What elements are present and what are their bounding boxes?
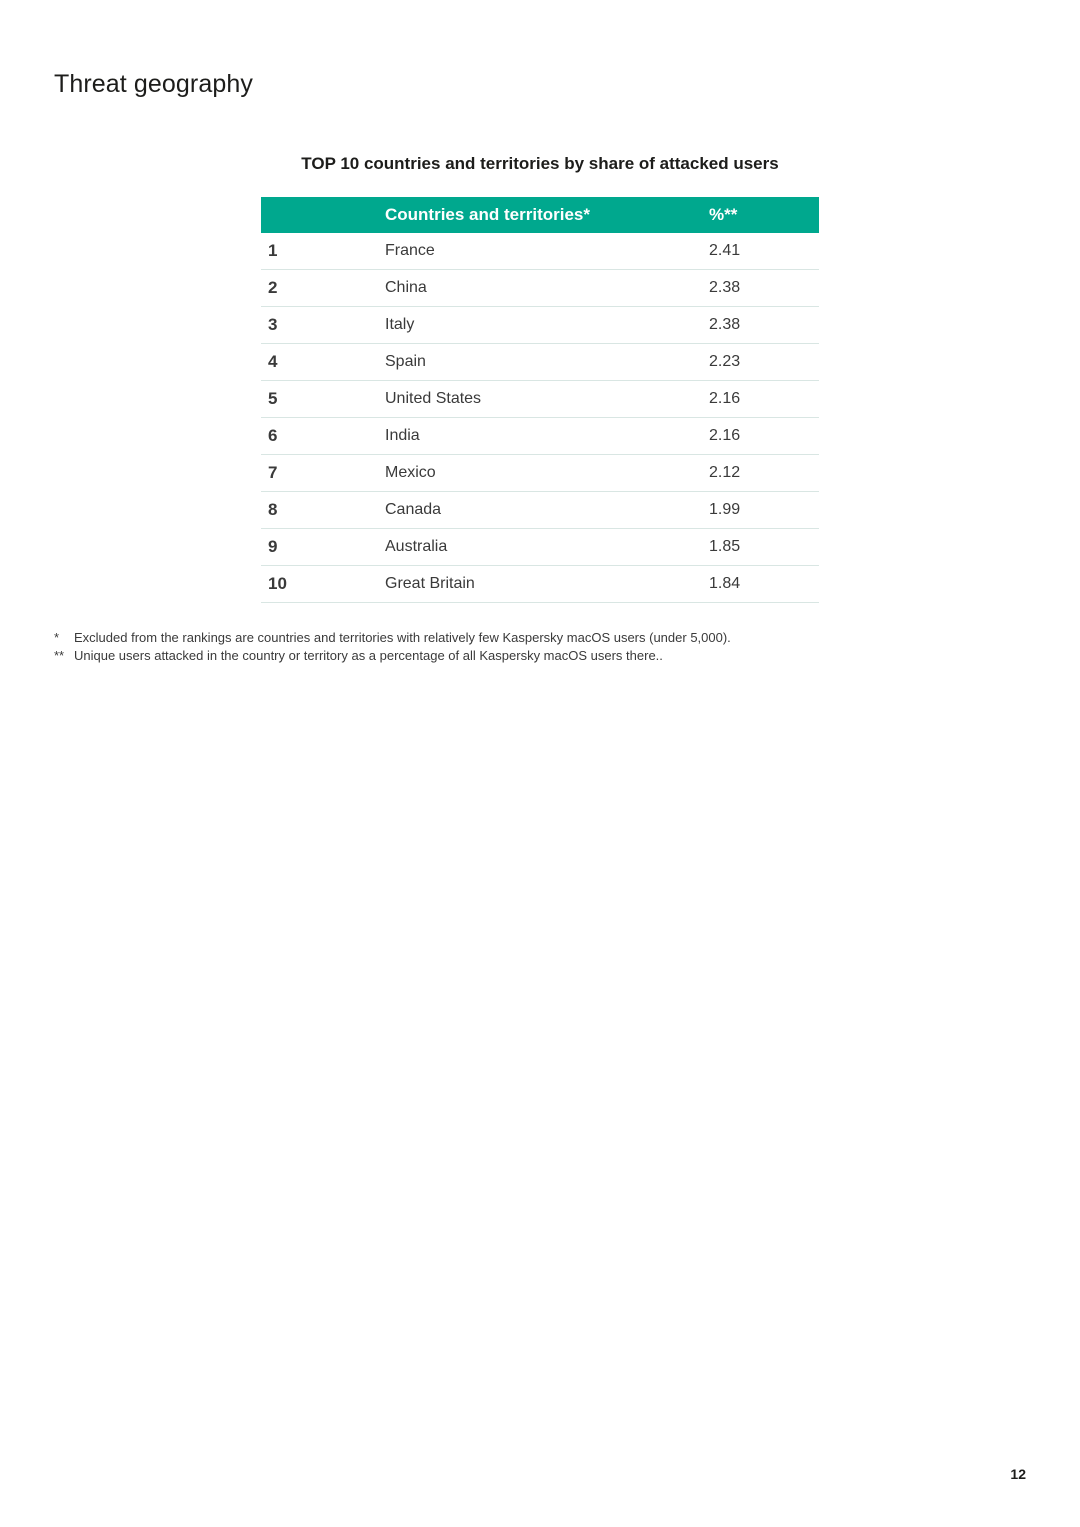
row-value: 2.41 <box>709 233 819 270</box>
footnote <box>54 629 731 647</box>
row-value: 2.16 <box>709 418 819 455</box>
row-rank: 4 <box>261 344 385 381</box>
table-row <box>261 418 819 455</box>
header-country: Countries and territories* <box>385 197 709 233</box>
row-value: 2.23 <box>709 344 819 381</box>
row-country: Australia <box>385 529 709 566</box>
section-title: Threat geography <box>54 70 253 98</box>
table-row <box>261 455 819 492</box>
ranking-table <box>261 197 819 603</box>
row-value: 2.38 <box>709 307 819 344</box>
row-country: Italy <box>385 307 709 344</box>
footnote-text: Unique users attacked in the country or territory as a percentage of all Kaspersky macOS users there.. <box>74 648 663 663</box>
row-country: Spain <box>385 344 709 381</box>
footnotes <box>54 629 731 665</box>
row-value: 2.16 <box>709 381 819 418</box>
table-header-row <box>261 197 819 233</box>
row-rank: 10 <box>261 566 385 603</box>
table-row <box>261 381 819 418</box>
page-number: 12 <box>1010 1466 1026 1482</box>
row-country: India <box>385 418 709 455</box>
table-row <box>261 492 819 529</box>
row-country: Mexico <box>385 455 709 492</box>
row-rank: 9 <box>261 529 385 566</box>
header-rank <box>261 197 385 233</box>
table-row <box>261 566 819 603</box>
row-value: 1.99 <box>709 492 819 529</box>
row-value: 1.85 <box>709 529 819 566</box>
footnote-mark: * <box>54 630 60 645</box>
table-title: TOP 10 countries and territories by share of attacked users <box>301 154 779 173</box>
row-rank: 3 <box>261 307 385 344</box>
row-country: China <box>385 270 709 307</box>
table-row <box>261 270 819 307</box>
table-row <box>261 529 819 566</box>
table-row <box>261 344 819 381</box>
table-row <box>261 307 819 344</box>
row-country: Canada <box>385 492 709 529</box>
footnote-mark: ** <box>54 648 65 663</box>
row-rank: 8 <box>261 492 385 529</box>
row-value: 2.38 <box>709 270 819 307</box>
row-rank: 5 <box>261 381 385 418</box>
row-rank: 2 <box>261 270 385 307</box>
row-country: France <box>385 233 709 270</box>
footnote-text: Excluded from the rankings are countries and territories with relatively few Kaspersky macOS users (under 5,000). <box>74 630 731 645</box>
row-rank: 6 <box>261 418 385 455</box>
footnote <box>54 647 731 665</box>
row-value: 1.84 <box>709 566 819 603</box>
header-value: %** <box>709 197 819 233</box>
row-country: United States <box>385 381 709 418</box>
row-country: Great Britain <box>385 566 709 603</box>
row-value: 2.12 <box>709 455 819 492</box>
table-row <box>261 233 819 270</box>
row-rank: 1 <box>261 233 385 270</box>
row-rank: 7 <box>261 455 385 492</box>
